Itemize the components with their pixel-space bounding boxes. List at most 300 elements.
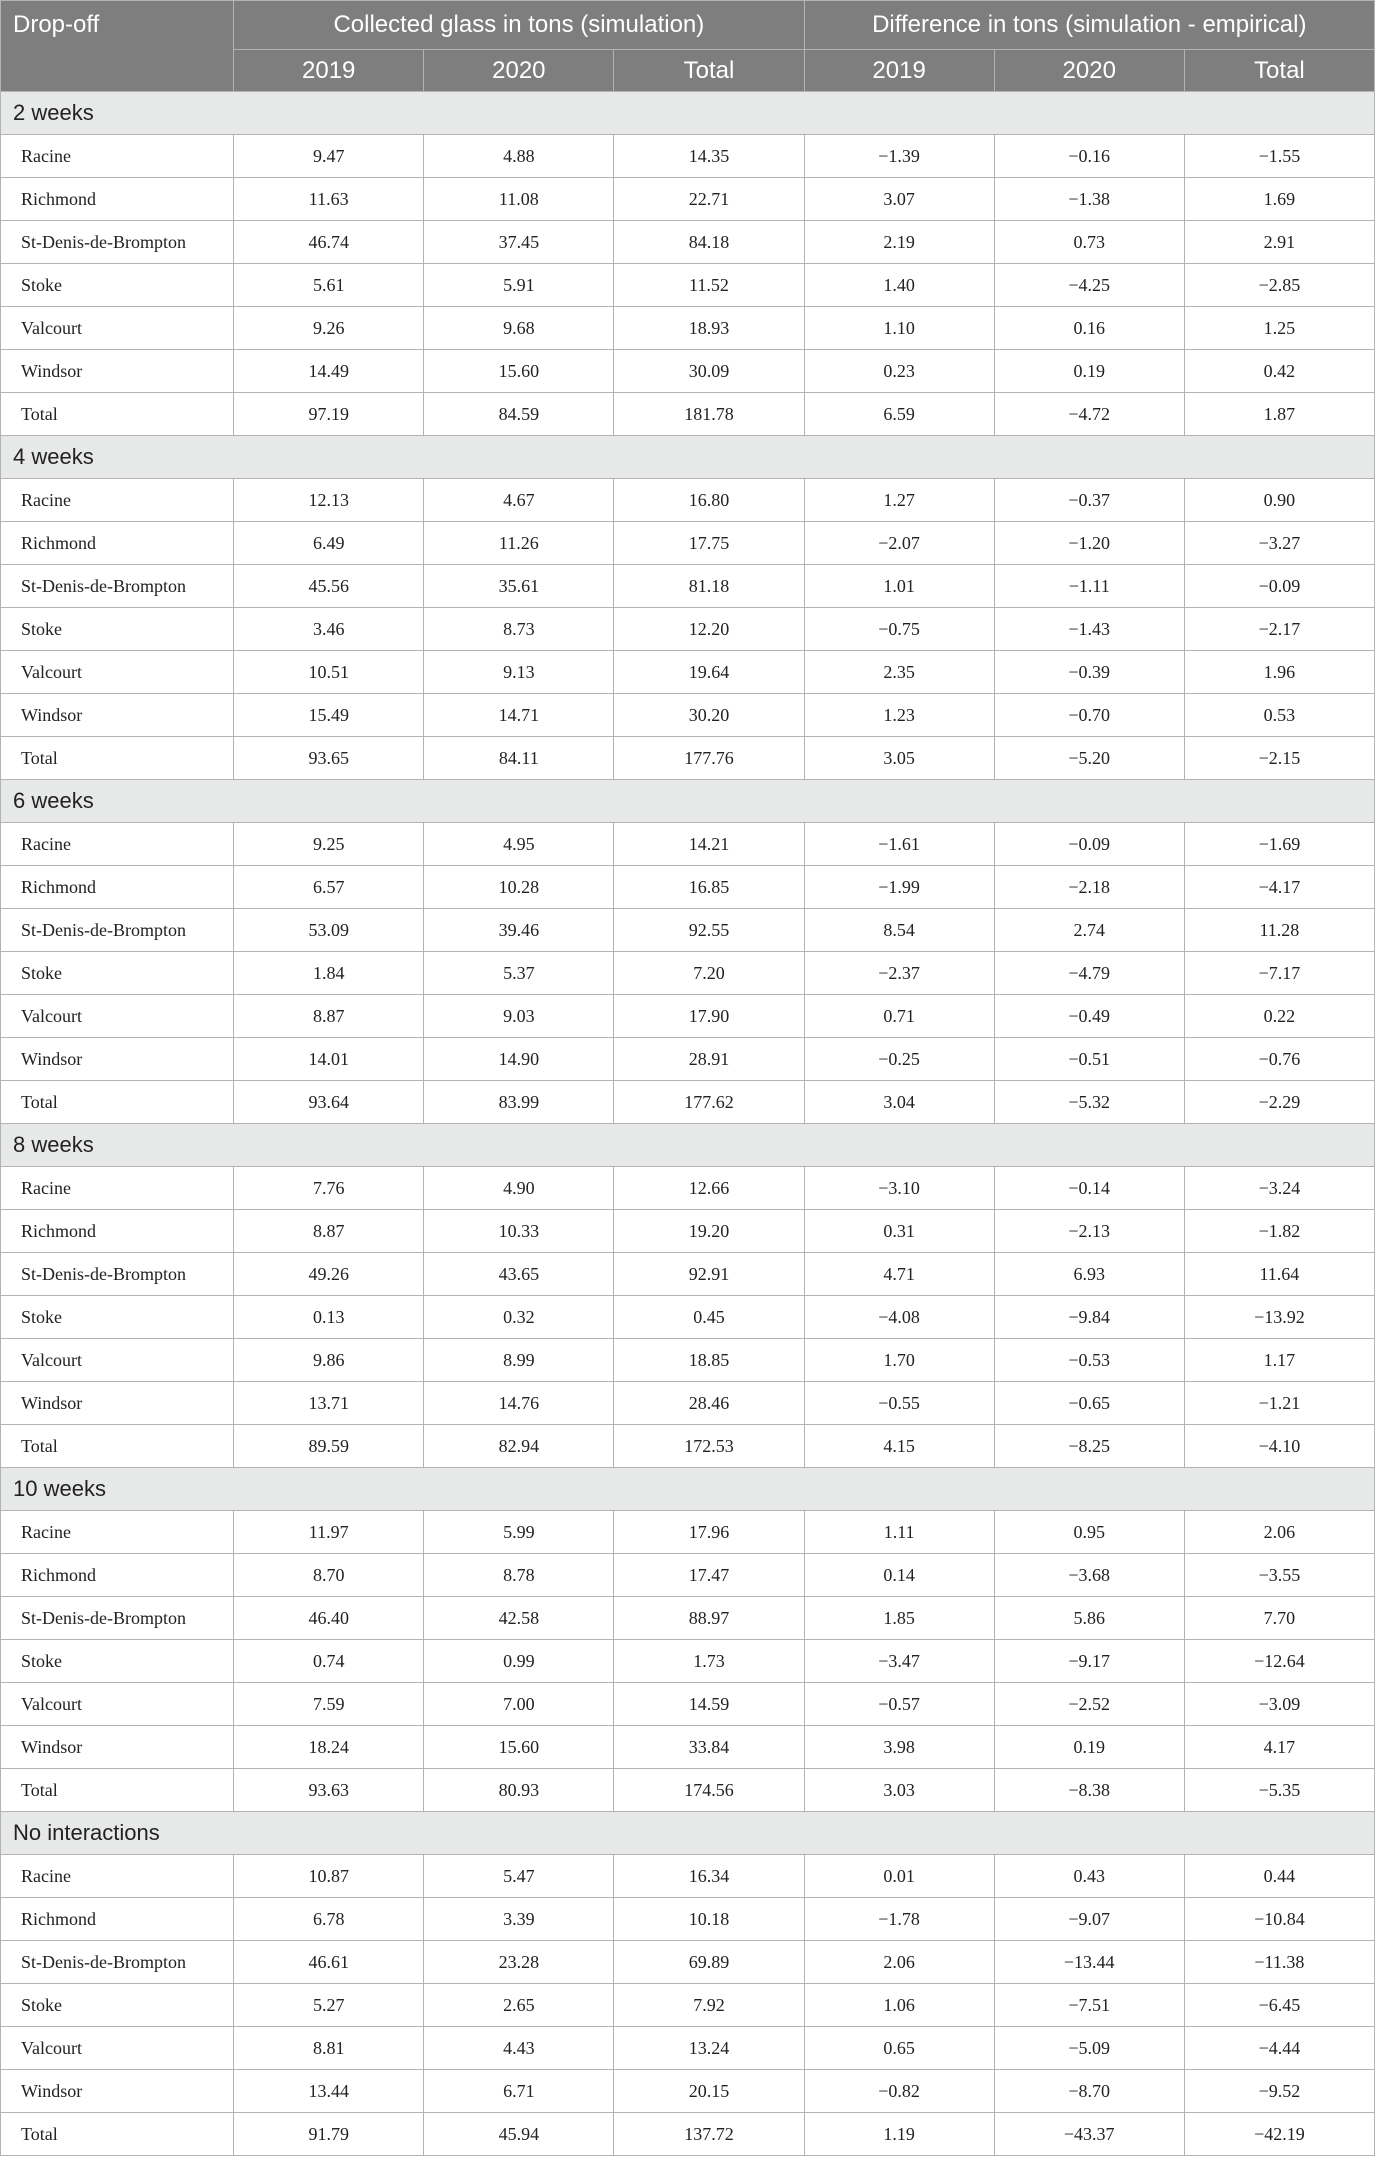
table-cell: 9.68 xyxy=(424,307,614,350)
table-cell: 2.35 xyxy=(804,651,994,694)
table-cell: 11.08 xyxy=(424,178,614,221)
table-row xyxy=(1,1769,1375,1812)
row-label: Racine xyxy=(1,135,234,178)
table-cell: 137.72 xyxy=(614,2113,804,2156)
table-cell: 15.60 xyxy=(424,350,614,393)
table-cell: −9.07 xyxy=(994,1898,1184,1941)
table-cell: 0.71 xyxy=(804,995,994,1038)
table-cell: 11.52 xyxy=(614,264,804,307)
table-cell: −2.13 xyxy=(994,1210,1184,1253)
table-cell: −2.07 xyxy=(804,522,994,565)
table-cell: 174.56 xyxy=(614,1769,804,1812)
table-cell: −1.21 xyxy=(1184,1382,1374,1425)
table-cell: 6.71 xyxy=(424,2070,614,2113)
table-cell: 13.24 xyxy=(614,2027,804,2070)
table-row xyxy=(1,307,1375,350)
table-cell: 0.44 xyxy=(1184,1855,1374,1898)
table-cell: −0.51 xyxy=(994,1038,1184,1081)
table-row xyxy=(1,1167,1375,1210)
table-cell: 12.13 xyxy=(234,479,424,522)
table-row xyxy=(1,221,1375,264)
table-cell: 6.59 xyxy=(804,393,994,436)
section-header-row xyxy=(1,1124,1375,1167)
table-cell: 1.19 xyxy=(804,2113,994,2156)
table-row xyxy=(1,2070,1375,2113)
row-label: Racine xyxy=(1,1167,234,1210)
table-cell: −4.08 xyxy=(804,1296,994,1339)
table-cell: 2.06 xyxy=(804,1941,994,1984)
table-cell: −1.82 xyxy=(1184,1210,1374,1253)
table-cell: 46.40 xyxy=(234,1597,424,1640)
row-label: Richmond xyxy=(1,1554,234,1597)
table-cell: 91.79 xyxy=(234,2113,424,2156)
table-cell: 0.99 xyxy=(424,1640,614,1683)
header-collected-2019: 2019 xyxy=(234,50,424,92)
table-cell: −0.14 xyxy=(994,1167,1184,1210)
row-label: Windsor xyxy=(1,694,234,737)
table-cell: 4.88 xyxy=(424,135,614,178)
table-cell: 6.93 xyxy=(994,1253,1184,1296)
table-cell: 10.51 xyxy=(234,651,424,694)
table-cell: 1.70 xyxy=(804,1339,994,1382)
table-cell: 39.46 xyxy=(424,909,614,952)
table-cell: 6.78 xyxy=(234,1898,424,1941)
table-cell: −1.55 xyxy=(1184,135,1374,178)
table-cell: 0.65 xyxy=(804,2027,994,2070)
table-cell: 1.87 xyxy=(1184,393,1374,436)
table-cell: 4.67 xyxy=(424,479,614,522)
section-title: 10 weeks xyxy=(1,1468,1375,1511)
table-cell: 20.15 xyxy=(614,2070,804,2113)
header-collected-total: Total xyxy=(614,50,804,92)
table-cell: 12.20 xyxy=(614,608,804,651)
table-cell: 0.73 xyxy=(994,221,1184,264)
table-row xyxy=(1,1597,1375,1640)
table-cell: 14.35 xyxy=(614,135,804,178)
table-cell: −5.20 xyxy=(994,737,1184,780)
section-title: 6 weeks xyxy=(1,780,1375,823)
table-cell: 2.06 xyxy=(1184,1511,1374,1554)
table-cell: 172.53 xyxy=(614,1425,804,1468)
row-label: Total xyxy=(1,1425,234,1468)
table-cell: 7.59 xyxy=(234,1683,424,1726)
table-cell: 5.47 xyxy=(424,1855,614,1898)
table-row xyxy=(1,1296,1375,1339)
table-cell: −1.78 xyxy=(804,1898,994,1941)
table-cell: 4.95 xyxy=(424,823,614,866)
table-cell: 45.56 xyxy=(234,565,424,608)
table-cell: −3.55 xyxy=(1184,1554,1374,1597)
table-cell: 1.10 xyxy=(804,307,994,350)
row-label: Richmond xyxy=(1,522,234,565)
row-label: Richmond xyxy=(1,178,234,221)
table-cell: 2.74 xyxy=(994,909,1184,952)
table-cell: 9.13 xyxy=(424,651,614,694)
row-label: Valcourt xyxy=(1,1683,234,1726)
header-collected-group: Collected glass in tons (simulation) xyxy=(234,1,804,50)
table-cell: 8.87 xyxy=(234,1210,424,1253)
table-cell: 10.33 xyxy=(424,1210,614,1253)
table-cell: 11.28 xyxy=(1184,909,1374,952)
table-cell: 4.17 xyxy=(1184,1726,1374,1769)
table-cell: 3.46 xyxy=(234,608,424,651)
table-cell: −3.24 xyxy=(1184,1167,1374,1210)
table-cell: 0.14 xyxy=(804,1554,994,1597)
table-cell: −1.61 xyxy=(804,823,994,866)
table-cell: 2.19 xyxy=(804,221,994,264)
table-cell: −4.17 xyxy=(1184,866,1374,909)
table-cell: 92.91 xyxy=(614,1253,804,1296)
table-row xyxy=(1,1511,1375,1554)
row-label: Valcourt xyxy=(1,651,234,694)
table-cell: 8.99 xyxy=(424,1339,614,1382)
table-cell: −0.49 xyxy=(994,995,1184,1038)
table-cell: 23.28 xyxy=(424,1941,614,1984)
table-cell: −7.17 xyxy=(1184,952,1374,995)
row-label: Total xyxy=(1,2113,234,2156)
table-cell: −1.99 xyxy=(804,866,994,909)
table-cell: −0.09 xyxy=(1184,565,1374,608)
table-cell: 7.92 xyxy=(614,1984,804,2027)
table-row xyxy=(1,178,1375,221)
table-cell: 82.94 xyxy=(424,1425,614,1468)
table-cell: 89.59 xyxy=(234,1425,424,1468)
table-cell: 14.76 xyxy=(424,1382,614,1425)
table-cell: 88.97 xyxy=(614,1597,804,1640)
table-cell: 5.61 xyxy=(234,264,424,307)
table-cell: 5.86 xyxy=(994,1597,1184,1640)
table-cell: 19.20 xyxy=(614,1210,804,1253)
table-cell: 0.22 xyxy=(1184,995,1374,1038)
table-body xyxy=(1,92,1375,2156)
table-cell: 1.73 xyxy=(614,1640,804,1683)
table-row xyxy=(1,2113,1375,2156)
table-cell: 4.43 xyxy=(424,2027,614,2070)
table-cell: 8.78 xyxy=(424,1554,614,1597)
table-cell: −10.84 xyxy=(1184,1898,1374,1941)
table-cell: 0.42 xyxy=(1184,350,1374,393)
row-label: Total xyxy=(1,737,234,780)
table-cell: 3.04 xyxy=(804,1081,994,1124)
table-cell: 17.96 xyxy=(614,1511,804,1554)
table-row xyxy=(1,651,1375,694)
table-cell: 49.26 xyxy=(234,1253,424,1296)
table-cell: 3.07 xyxy=(804,178,994,221)
table-cell: 11.97 xyxy=(234,1511,424,1554)
section-header-row xyxy=(1,780,1375,823)
table-cell: 22.71 xyxy=(614,178,804,221)
table-cell: 0.74 xyxy=(234,1640,424,1683)
row-label: St-Denis-de-Brompton xyxy=(1,909,234,952)
table-cell: −0.39 xyxy=(994,651,1184,694)
table-cell: 177.62 xyxy=(614,1081,804,1124)
table-row xyxy=(1,522,1375,565)
row-label: St-Denis-de-Brompton xyxy=(1,1597,234,1640)
table-cell: 81.18 xyxy=(614,565,804,608)
table-cell: 4.15 xyxy=(804,1425,994,1468)
table-cell: 84.59 xyxy=(424,393,614,436)
table-cell: 1.06 xyxy=(804,1984,994,2027)
header-dropoff: Drop-off xyxy=(1,1,234,92)
table-row xyxy=(1,909,1375,952)
table-cell: 5.91 xyxy=(424,264,614,307)
row-label: Racine xyxy=(1,479,234,522)
table-cell: −6.45 xyxy=(1184,1984,1374,2027)
table-cell: 11.64 xyxy=(1184,1253,1374,1296)
table-cell: −3.09 xyxy=(1184,1683,1374,1726)
table-cell: 10.18 xyxy=(614,1898,804,1941)
table-cell: 84.18 xyxy=(614,221,804,264)
table-cell: 11.26 xyxy=(424,522,614,565)
table-cell: 69.89 xyxy=(614,1941,804,1984)
row-label: Windsor xyxy=(1,1382,234,1425)
row-label: Stoke xyxy=(1,1296,234,1339)
table-cell: 177.76 xyxy=(614,737,804,780)
table-cell: 11.63 xyxy=(234,178,424,221)
table-cell: −1.11 xyxy=(994,565,1184,608)
table-cell: 46.74 xyxy=(234,221,424,264)
table-cell: 19.64 xyxy=(614,651,804,694)
table-row xyxy=(1,866,1375,909)
table-cell: 9.25 xyxy=(234,823,424,866)
table-cell: 14.49 xyxy=(234,350,424,393)
table-cell: 9.86 xyxy=(234,1339,424,1382)
row-label: Richmond xyxy=(1,1898,234,1941)
table-row xyxy=(1,1210,1375,1253)
header-difference-group: Difference in tons (simulation - empirical) xyxy=(804,1,1374,50)
table-row xyxy=(1,608,1375,651)
table-row xyxy=(1,479,1375,522)
table-cell: −1.38 xyxy=(994,178,1184,221)
row-label: Valcourt xyxy=(1,307,234,350)
table-cell: 0.31 xyxy=(804,1210,994,1253)
table-cell: −0.53 xyxy=(994,1339,1184,1382)
row-label: Richmond xyxy=(1,866,234,909)
table-cell: −5.35 xyxy=(1184,1769,1374,1812)
row-label: Valcourt xyxy=(1,2027,234,2070)
row-label: Total xyxy=(1,393,234,436)
table-cell: 0.13 xyxy=(234,1296,424,1339)
table-cell: 2.91 xyxy=(1184,221,1374,264)
table-cell: 28.46 xyxy=(614,1382,804,1425)
table-row xyxy=(1,1941,1375,1984)
table-row xyxy=(1,264,1375,307)
table-cell: −4.25 xyxy=(994,264,1184,307)
table-cell: 6.57 xyxy=(234,866,424,909)
table-cell: 18.85 xyxy=(614,1339,804,1382)
table-cell: 14.59 xyxy=(614,1683,804,1726)
table-cell: 1.27 xyxy=(804,479,994,522)
table-cell: −4.79 xyxy=(994,952,1184,995)
table-cell: −2.15 xyxy=(1184,737,1374,780)
table-row xyxy=(1,393,1375,436)
table-row xyxy=(1,350,1375,393)
table-cell: 97.19 xyxy=(234,393,424,436)
table-cell: 93.63 xyxy=(234,1769,424,1812)
table-cell: 0.53 xyxy=(1184,694,1374,737)
table-cell: 1.84 xyxy=(234,952,424,995)
table-row xyxy=(1,694,1375,737)
row-label: Windsor xyxy=(1,350,234,393)
table-cell: −3.27 xyxy=(1184,522,1374,565)
table-cell: 30.09 xyxy=(614,350,804,393)
table-cell: 0.16 xyxy=(994,307,1184,350)
row-label: Racine xyxy=(1,1511,234,1554)
table-cell: 93.64 xyxy=(234,1081,424,1124)
row-label: Total xyxy=(1,1769,234,1812)
table-cell: −1.69 xyxy=(1184,823,1374,866)
header-difference-2019: 2019 xyxy=(804,50,994,92)
row-label: St-Denis-de-Brompton xyxy=(1,565,234,608)
table-cell: 10.87 xyxy=(234,1855,424,1898)
header-collected-2020: 2020 xyxy=(424,50,614,92)
table-cell: −4.44 xyxy=(1184,2027,1374,2070)
row-label: Richmond xyxy=(1,1210,234,1253)
table-cell: 80.93 xyxy=(424,1769,614,1812)
table-cell: 9.26 xyxy=(234,307,424,350)
table-cell: 0.45 xyxy=(614,1296,804,1339)
table-row xyxy=(1,1038,1375,1081)
table-cell: 13.44 xyxy=(234,2070,424,2113)
table-cell: −0.70 xyxy=(994,694,1184,737)
table-cell: 6.49 xyxy=(234,522,424,565)
table-cell: 0.95 xyxy=(994,1511,1184,1554)
table-cell: −43.37 xyxy=(994,2113,1184,2156)
table-row xyxy=(1,737,1375,780)
table-cell: 3.03 xyxy=(804,1769,994,1812)
table-cell: 14.90 xyxy=(424,1038,614,1081)
table-row xyxy=(1,1898,1375,1941)
table-cell: −2.37 xyxy=(804,952,994,995)
table-cell: 1.17 xyxy=(1184,1339,1374,1382)
table-cell: −0.37 xyxy=(994,479,1184,522)
row-label: St-Denis-de-Brompton xyxy=(1,1253,234,1296)
table-cell: −8.70 xyxy=(994,2070,1184,2113)
table-header xyxy=(1,1,1375,92)
table-cell: −13.44 xyxy=(994,1941,1184,1984)
table-cell: 14.21 xyxy=(614,823,804,866)
table-cell: −2.85 xyxy=(1184,264,1374,307)
table-cell: −1.39 xyxy=(804,135,994,178)
table-cell: 181.78 xyxy=(614,393,804,436)
table-cell: −1.20 xyxy=(994,522,1184,565)
row-label: Windsor xyxy=(1,1038,234,1081)
table-cell: 35.61 xyxy=(424,565,614,608)
table-cell: −2.29 xyxy=(1184,1081,1374,1124)
table-cell: 1.11 xyxy=(804,1511,994,1554)
row-label: St-Denis-de-Brompton xyxy=(1,1941,234,1984)
table-cell: 1.40 xyxy=(804,264,994,307)
table-cell: −3.68 xyxy=(994,1554,1184,1597)
header-difference-2020: 2020 xyxy=(994,50,1184,92)
table-cell: 8.73 xyxy=(424,608,614,651)
table-row xyxy=(1,1253,1375,1296)
table-cell: −0.75 xyxy=(804,608,994,651)
row-label: Valcourt xyxy=(1,1339,234,1382)
table-cell: 42.58 xyxy=(424,1597,614,1640)
table-cell: 8.70 xyxy=(234,1554,424,1597)
table-cell: −3.47 xyxy=(804,1640,994,1683)
table-cell: 16.80 xyxy=(614,479,804,522)
table-row xyxy=(1,1554,1375,1597)
table-cell: 8.87 xyxy=(234,995,424,1038)
table-row xyxy=(1,1339,1375,1382)
table-cell: 3.98 xyxy=(804,1726,994,1769)
table-cell: 8.81 xyxy=(234,2027,424,2070)
section-header-row xyxy=(1,92,1375,135)
table-row xyxy=(1,2027,1375,2070)
table-cell: 14.01 xyxy=(234,1038,424,1081)
row-label: Windsor xyxy=(1,1726,234,1769)
row-label: Stoke xyxy=(1,1640,234,1683)
table-cell: 1.85 xyxy=(804,1597,994,1640)
table-cell: 18.93 xyxy=(614,307,804,350)
table-cell: −9.84 xyxy=(994,1296,1184,1339)
table-cell: 0.01 xyxy=(804,1855,994,1898)
table-cell: 5.27 xyxy=(234,1984,424,2027)
table-row xyxy=(1,1726,1375,1769)
table-cell: −5.32 xyxy=(994,1081,1184,1124)
table-cell: 17.47 xyxy=(614,1554,804,1597)
row-label: Racine xyxy=(1,1855,234,1898)
table-cell: 2.65 xyxy=(424,1984,614,2027)
table-cell: −12.64 xyxy=(1184,1640,1374,1683)
table-cell: 7.00 xyxy=(424,1683,614,1726)
table-row xyxy=(1,1984,1375,2027)
table-cell: 0.19 xyxy=(994,1726,1184,1769)
table-cell: 9.47 xyxy=(234,135,424,178)
table-cell: 45.94 xyxy=(424,2113,614,2156)
table-cell: 4.71 xyxy=(804,1253,994,1296)
table-cell: −11.38 xyxy=(1184,1941,1374,1984)
table-cell: 5.37 xyxy=(424,952,614,995)
table-row xyxy=(1,1081,1375,1124)
section-header-row xyxy=(1,436,1375,479)
table-cell: −0.65 xyxy=(994,1382,1184,1425)
table-cell: 0.43 xyxy=(994,1855,1184,1898)
header-difference-total: Total xyxy=(1184,50,1374,92)
table-cell: 17.75 xyxy=(614,522,804,565)
table-cell: 3.39 xyxy=(424,1898,614,1941)
section-title: 4 weeks xyxy=(1,436,1375,479)
table-cell: 1.69 xyxy=(1184,178,1374,221)
table-cell: 93.65 xyxy=(234,737,424,780)
section-title: 8 weeks xyxy=(1,1124,1375,1167)
table-cell: 1.96 xyxy=(1184,651,1374,694)
table-cell: 1.23 xyxy=(804,694,994,737)
table-cell: 15.60 xyxy=(424,1726,614,1769)
table-cell: −9.52 xyxy=(1184,2070,1374,2113)
table-cell: 84.11 xyxy=(424,737,614,780)
table-cell: 37.45 xyxy=(424,221,614,264)
table-cell: −5.09 xyxy=(994,2027,1184,2070)
section-header-row xyxy=(1,1468,1375,1511)
table-cell: 15.49 xyxy=(234,694,424,737)
row-label: Windsor xyxy=(1,2070,234,2113)
table-row xyxy=(1,995,1375,1038)
table-cell: 16.85 xyxy=(614,866,804,909)
table-cell: −9.17 xyxy=(994,1640,1184,1683)
table-cell: −7.51 xyxy=(994,1984,1184,2027)
table-cell: −0.09 xyxy=(994,823,1184,866)
row-label: Total xyxy=(1,1081,234,1124)
table-row xyxy=(1,952,1375,995)
table-cell: −13.92 xyxy=(1184,1296,1374,1339)
table-cell: 7.70 xyxy=(1184,1597,1374,1640)
table-cell: −0.16 xyxy=(994,135,1184,178)
row-label: Stoke xyxy=(1,608,234,651)
table-cell: 0.90 xyxy=(1184,479,1374,522)
